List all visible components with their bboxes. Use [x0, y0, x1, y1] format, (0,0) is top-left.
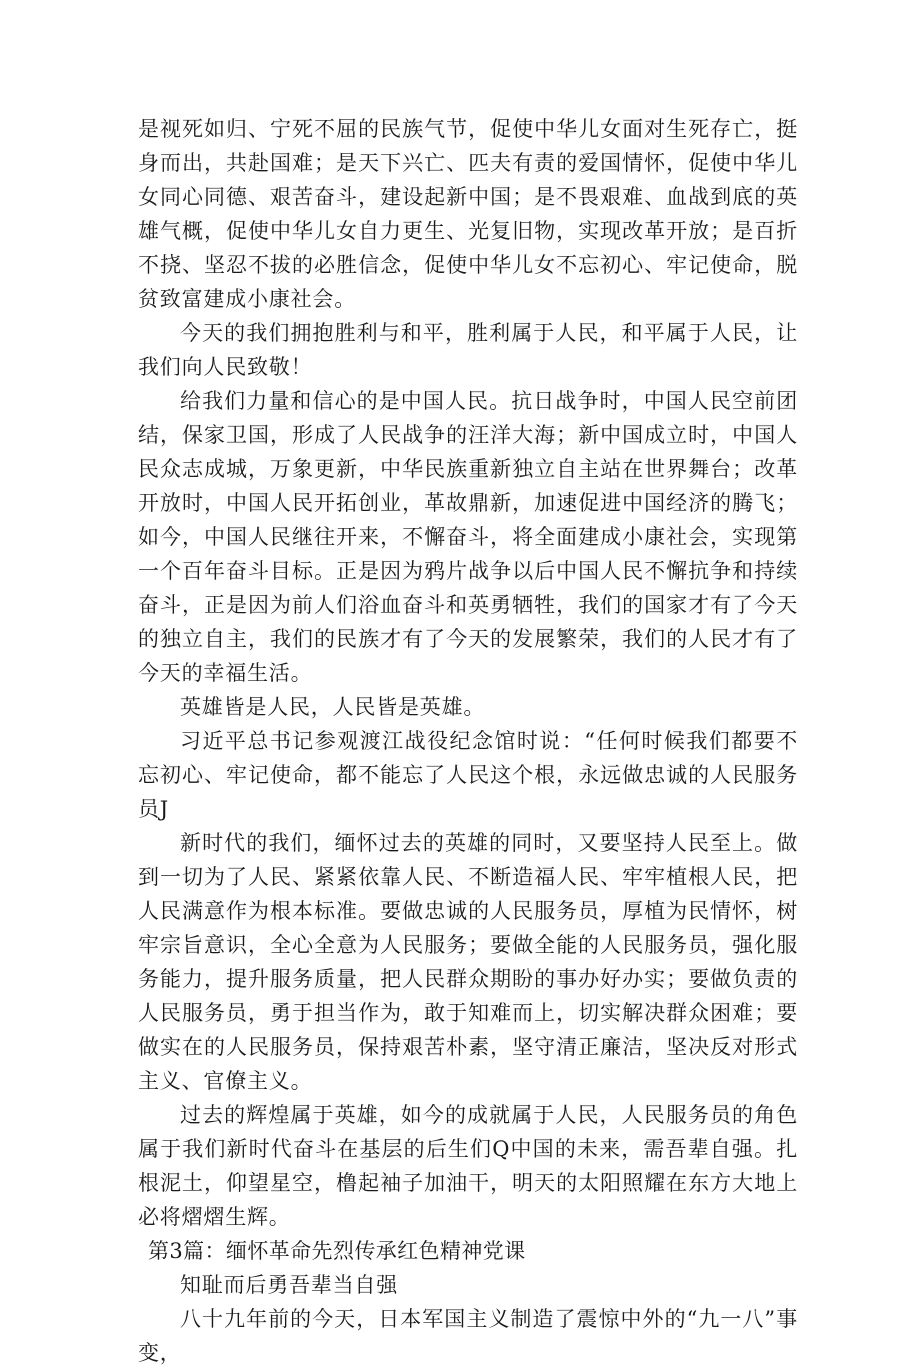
paragraph-national-spirit: 是视死如归、宁死不屈的民族气节，促使中华儿女面对生死存亡，挺身而出，共赴国难；是天下兴亡、匹夫有责的爱国情怀，促使中华儿女同心同德、艰苦奋斗，建设起新中国；是不畏艰难、血战到底的英雄气概，促使中华儿女自力更生、光复旧物，实现改革开放；是百折不挠、坚忍不拔的必胜信念，促使中华儿女不忘初心、牢记使命，脱贫致富建成小康社会。: [138, 117, 798, 311]
section-subheading: 知耻而后勇吾辈当自强: [180, 1273, 398, 1297]
document-body: [138, 112, 798, 1370]
paragraph-strength-of-people: 给我们力量和信心的是中国人民。抗日战争时，中国人民空前团结，保家卫国，形成了人民战争的汪洋大海；新中国成立时，中国人民众志成城，万象更新，中华民族重新独立自主站在世界舞台；改革开放时，中国人民开拓创业，革故鼎新，加速促进中国经济的腾飞；如今，中国人民继往开来，不懈奋斗，将全面建成小康社会，实现第一个百年奋斗目标。正是因为鸦片战争以后中国人民不懈抗争和持续奋斗，正是因为前人们浴血奋斗和英勇牺牲，我们的国家才有了今天的独立自主，我们的民族才有了今天的发展繁荣，我们的人民才有了今天的幸福生活。: [138, 389, 798, 685]
paragraph-heroes-are-people: 英雄皆是人民，人民皆是英雄。: [180, 695, 486, 719]
paragraph-future: 过去的辉煌属于英雄，如今的成就属于人民，人民服务员的角色属于我们新时代奋斗在基层的后生们Q中国的未来，需吾辈自强。扎根泥土，仰望星空，橹起袖子加油干，明天的太阳照耀在东方大地上必将熠熠生辉。: [138, 1103, 798, 1229]
section-heading: 第3篇：缅怀革命先烈传承红色精神党课: [148, 1239, 526, 1263]
paragraph-quote: 习近平总书记参观渡江战役纪念馆时说：“任何时候我们都要不忘初心、牢记使命，都不能忘了人民这个根，永远做忠诚的人民服务员J: [138, 729, 798, 821]
paragraph-salute-people: 今天的我们拥抱胜利与和平，胜利属于人民，和平属于人民，让我们向人民致敬！: [138, 321, 798, 379]
paragraph-intro-918: 八十九年前的今天，日本军国主义制造了震惊中外的“九一八”事变，: [138, 1307, 798, 1365]
paragraph-new-era: 新时代的我们，缅怀过去的英雄的同时，又要坚持人民至上。做到一切为了人民、紧紧依靠人民、不断造福人民、牢牢植根人民，把人民满意作为根本标准。要做忠诚的人民服务员，厚植为民情怀，树牢宗旨意识，全心全意为人民服务；要做全能的人民服务员，强化服务能力，提升服务质量，把人民群众期盼的事办好办实；要做负责的人民服务员，勇于担当作为，敢于知难而上，切实解决群众困难；要做实在的人民服务员，保持艰苦朴素，坚守清正廉洁，坚决反对形式主义、官僚主义。: [138, 831, 798, 1093]
